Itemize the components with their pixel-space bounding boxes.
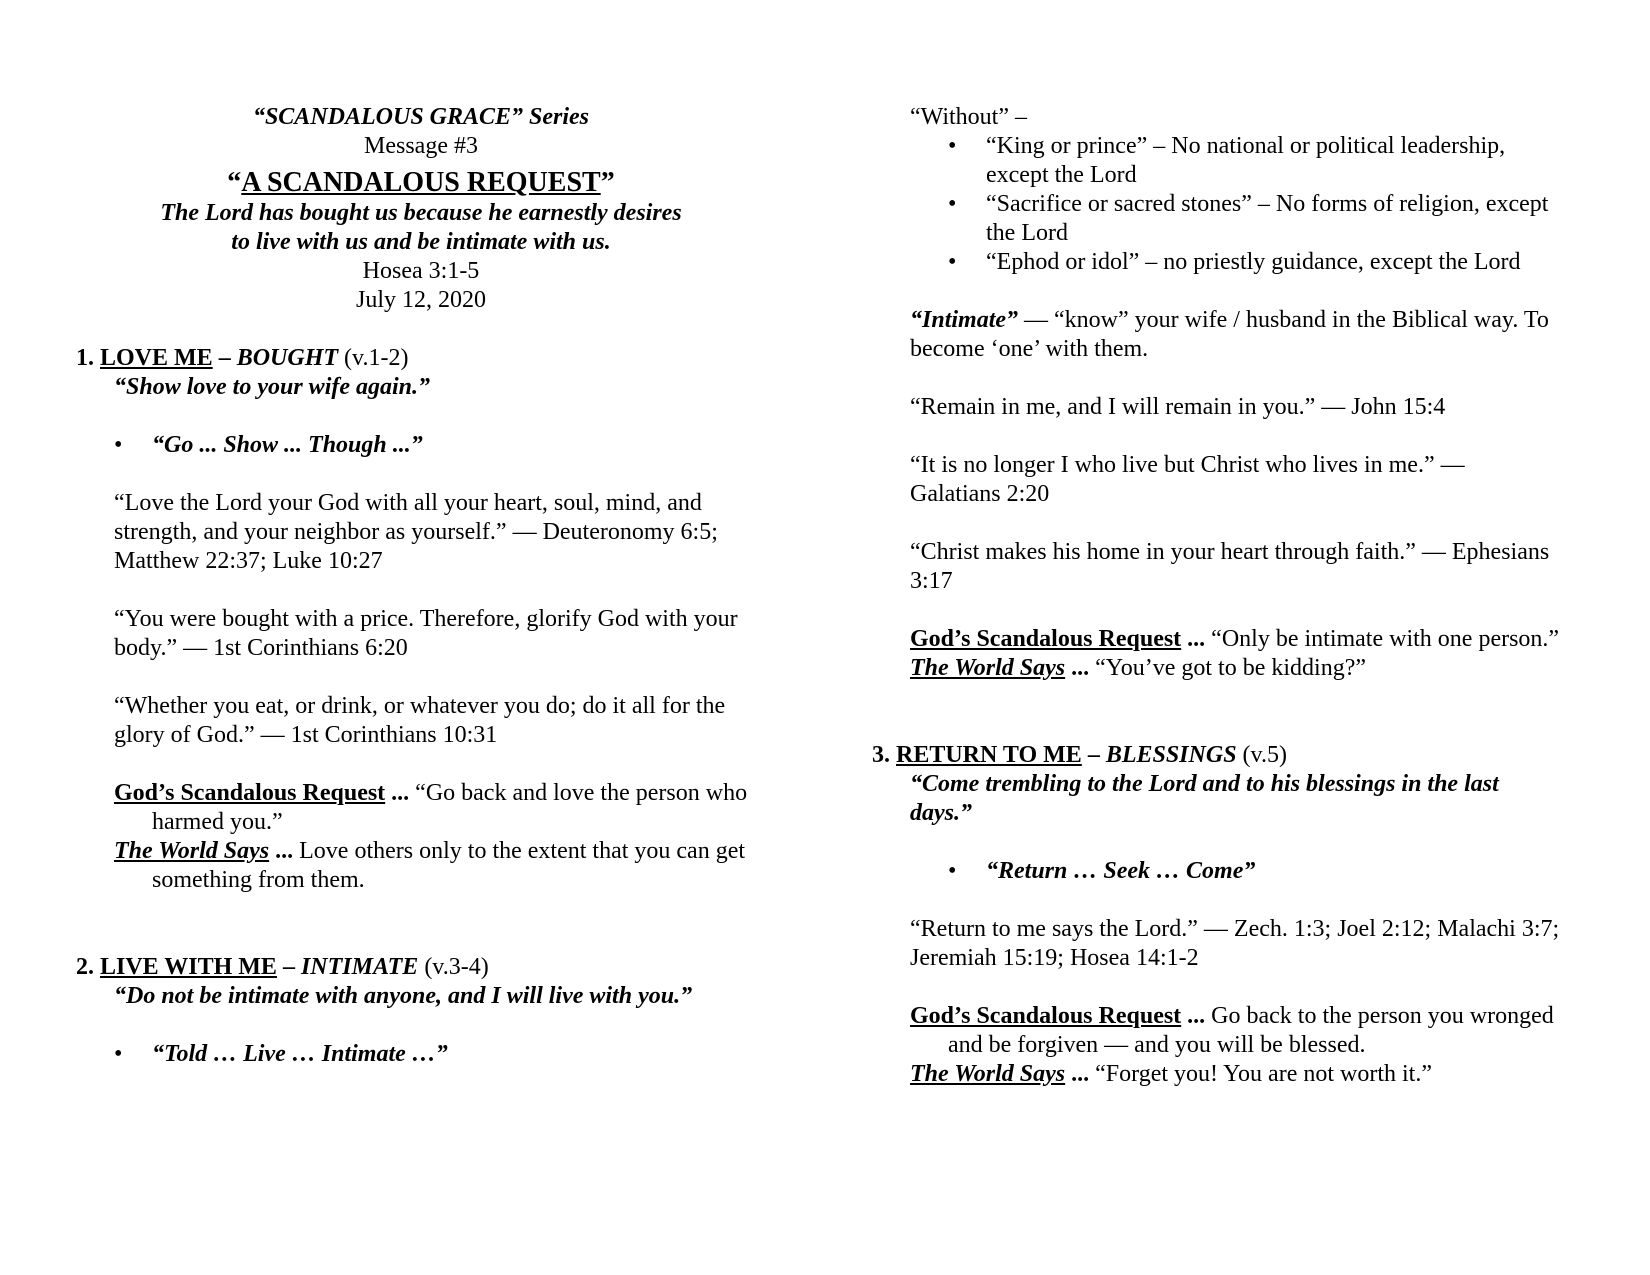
section3-ref-1: “Return to me says the Lord.” — Zech. 1:3; Joel 2:12; Malachi 3:7; Jeremiah 15:19; Hosea 14:1-2	[910, 916, 1560, 971]
section2-world-says: The World Says ... “You’ve got to be kidding?”	[910, 655, 1366, 681]
list-item: • “King or prince” – No national or political leadership, except the Lord	[948, 133, 1506, 188]
list-item: • “Return … Seek … Come”	[948, 858, 1256, 884]
section2-heading: 2. LIVE WITH ME – INTIMATE (v.3-4)	[76, 954, 489, 980]
section1-bullets	[76, 431, 766, 460]
section2-bullets	[76, 1040, 766, 1069]
section1-ref-2: “You were bought with a price. Therefore, glorify God with your body.” — 1st Corinthians 6:20	[114, 606, 738, 661]
section3-quote: “Come trembling to the Lord and to his blessings in the last days.”	[910, 771, 1499, 826]
section1-ref-3: “Whether you eat, or drink, or whatever you do; do it all for the glory of God.” — 1st Corinthians 10:31	[114, 693, 726, 748]
theme-line-1: The Lord has bought us because he earnestly desires	[160, 200, 682, 226]
sermon-title: “A SCANDALOUS REQUEST”	[227, 167, 615, 198]
sermon-date: July 12, 2020	[355, 287, 486, 313]
theme-line-2: to live with us and be intimate with us.	[231, 229, 611, 255]
without-list	[910, 132, 1560, 277]
section1-heading: 1. LOVE ME – BOUGHT (v.1-2)	[76, 345, 409, 371]
section1-request: God’s Scandalous Request ... “Go back and love the person who harmed you.”	[114, 780, 748, 835]
section2-quote: “Do not be intimate with anyone, and I will live with you.”	[114, 983, 693, 1009]
section1-world-says: The World Says ... Love others only to the extent that you can get something from them.	[114, 838, 746, 893]
message-number: Message #3	[364, 133, 478, 159]
section3-world-says: The World Says ... “Forget you! You are not worth it.”	[910, 1061, 1432, 1087]
section3-bullets	[910, 857, 1560, 886]
section3-request: God’s Scandalous Request ... Go back to the person you wronged and be forgiven — and you will be blessed.	[910, 1003, 1554, 1058]
series-title: “SCANDALOUS GRACE” Series	[252, 104, 590, 130]
section2-ref-2: “It is no longer I who live but Christ who lives in me.” — Galatians 2:20	[910, 452, 1465, 507]
section2-ref-1: “Remain in me, and I will remain in you.” — John 15:4	[910, 394, 1446, 420]
intimate-definition: “Intimate” — “know” your wife / husband in the Biblical way. To become ‘one’ with them.	[910, 307, 1549, 362]
list-item: • “Told … Live … Intimate …”	[114, 1041, 448, 1067]
section1-ref-1: “Love the Lord your God with all your heart, soul, mind, and strength, and your neighbor as yourself.” — Deuteronomy 6:5; Matthew 22:37; Luke 10:27	[114, 490, 718, 574]
list-item: • “Sacrifice or sacred stones” – No forms of religion, except the Lord	[948, 191, 1549, 246]
left-column	[76, 103, 766, 1069]
section2-request: God’s Scandalous Request ... “Only be intimate with one person.”	[910, 626, 1560, 652]
scripture-reference: Hosea 3:1-5	[362, 258, 480, 284]
section1-quote: “Show love to your wife again.”	[114, 374, 431, 400]
list-item: • “Go ... Show ... Though ...”	[114, 432, 423, 458]
section2-ref-3: “Christ makes his home in your heart through faith.” — Ephesians 3:17	[910, 539, 1550, 594]
list-item: • “Ephod or idol” – no priestly guidance, except the Lord	[948, 249, 1521, 275]
right-column	[872, 103, 1560, 1089]
without-heading: “Without” –	[910, 104, 1027, 130]
section3-heading: 3. RETURN TO ME – BLESSINGS (v.5)	[872, 742, 1287, 768]
